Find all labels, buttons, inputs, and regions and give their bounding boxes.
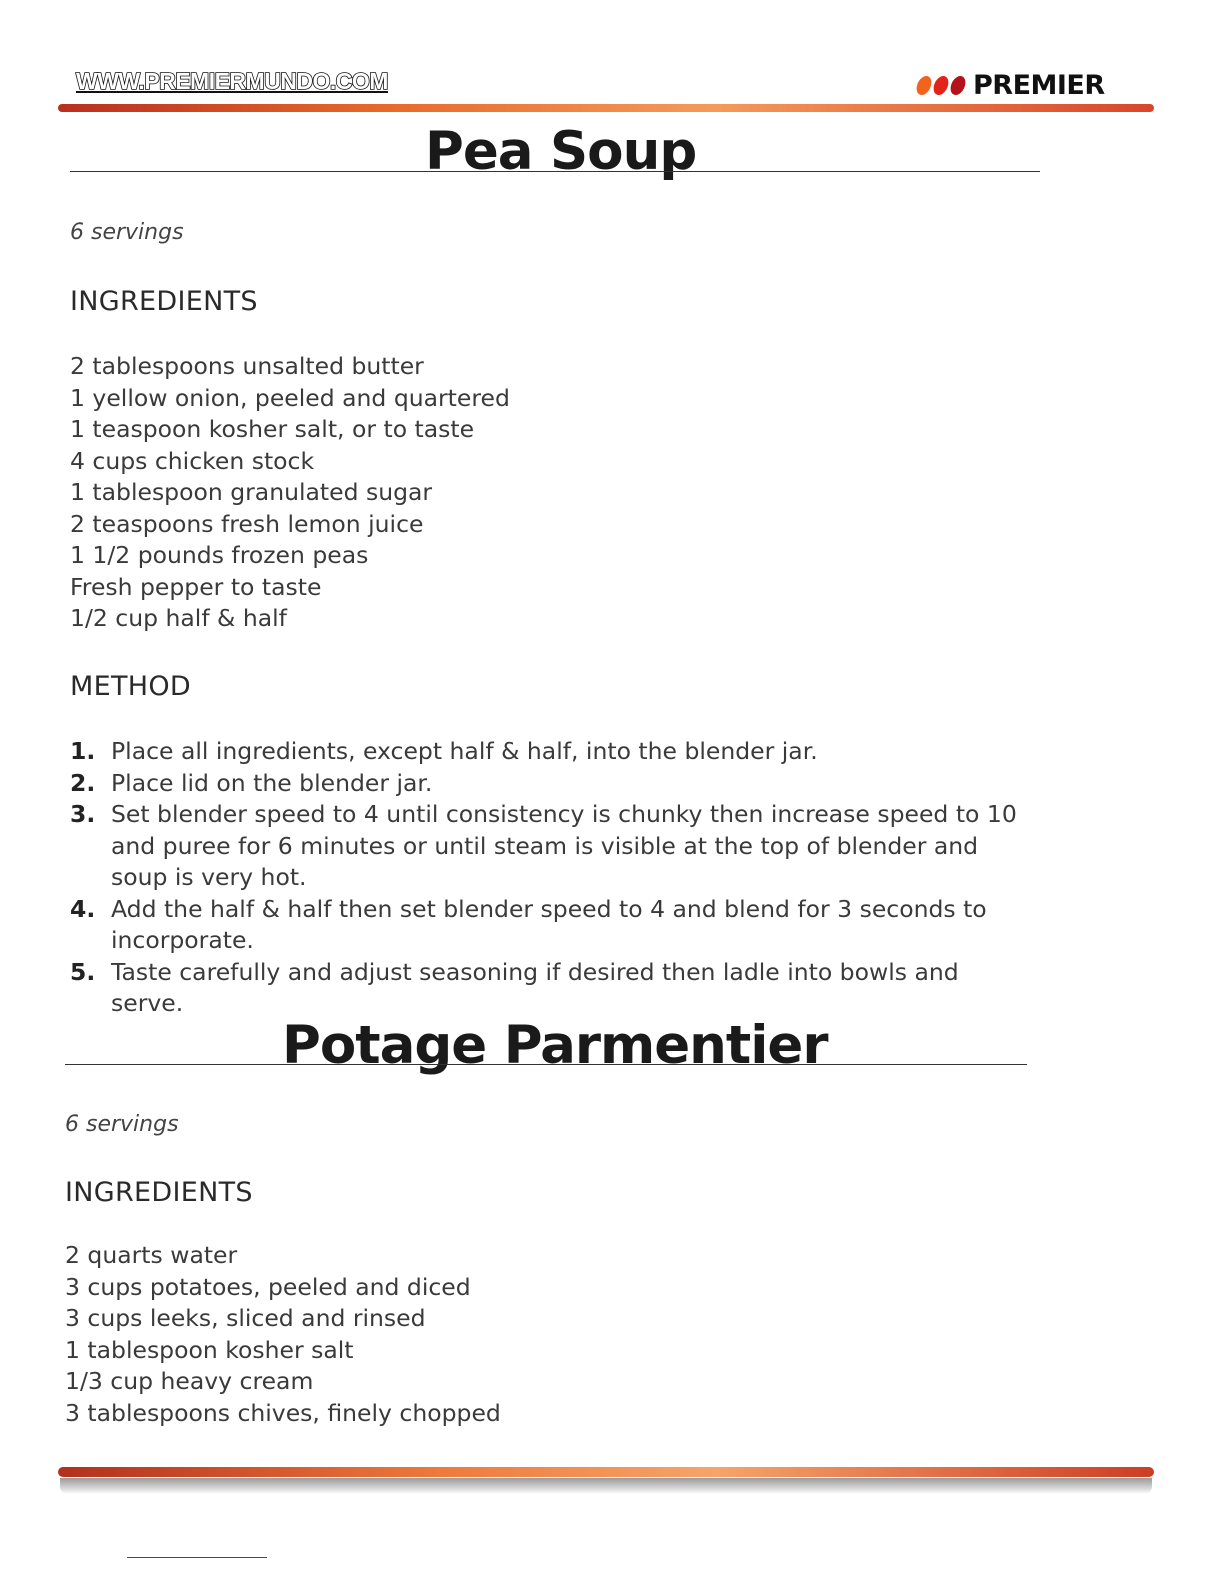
recipe-servings: 6 servings: [65, 1112, 179, 1137]
ingredient-item: 1 yellow onion, peeled and quartered: [70, 383, 510, 412]
ingredients-list: [70, 351, 510, 635]
ingredient-item: 3 cups leeks, sliced and rinsed: [65, 1304, 426, 1332]
ingredient-item: 1 1/2 pounds frozen peas: [70, 541, 369, 569]
site-url[interactable]: WWW.PREMIERMUNDO.COM: [76, 68, 388, 94]
ingredient-item: 1 tablespoon granulated sugar: [70, 478, 433, 506]
method-list: [70, 736, 1032, 1020]
footer-link[interactable]: [127, 1557, 267, 1558]
step-text: Set blender speed to 4 until consistency is chunky then increase speed to 10 and puree for 6 minutes or until steam is visible at the top of blender and soup is very hot.: [111, 800, 1017, 891]
recipe-servings: 6 servings: [70, 220, 184, 245]
title-rule: [70, 171, 1040, 172]
footer-shadow: [60, 1478, 1152, 1494]
ingredient-item: 1 teaspoon kosher salt, or to taste: [70, 415, 475, 443]
footer-bar: [58, 1467, 1154, 1477]
ingredient-item: 3 cups potatoes, peeled and diced: [65, 1272, 471, 1301]
brand-dot: [915, 76, 934, 95]
step-number: 3.: [70, 800, 96, 828]
step-number: 2.: [70, 768, 96, 797]
step-text: Place all ingredients, except half & half, into the blender jar.: [111, 737, 818, 765]
ingredients-heading: INGREDIENTS: [70, 286, 258, 317]
method-step: [70, 957, 1032, 1020]
ingredients-heading: INGREDIENTS: [65, 1177, 253, 1208]
method-step: [70, 768, 1032, 800]
ingredient-item: 1 tablespoon kosher salt: [65, 1335, 354, 1364]
method-step: [70, 894, 1032, 957]
recipe-title: Pea Soup: [425, 121, 697, 182]
ingredient-item: 4 cups chicken stock: [70, 446, 315, 475]
ingredients-list: [65, 1240, 501, 1429]
brand-logo: [917, 70, 1105, 101]
brand-dot: [932, 76, 951, 95]
ingredient-item: 2 teaspoons fresh lemon juice: [70, 509, 424, 538]
method-step: [70, 799, 1032, 894]
step-number: 5.: [70, 957, 96, 986]
ingredient-item: 2 tablespoons unsalted butter: [70, 352, 424, 380]
step-text: Taste carefully and adjust seasoning if desired then ladle into bowls and serve.: [111, 957, 959, 1017]
ingredient-item: Fresh pepper to taste: [70, 572, 322, 601]
step-text: Add the half & half then set blender speed to 4 and blend for 3 seconds to incorporate.: [111, 894, 987, 954]
recipe-title: Potage Parmentier: [282, 1015, 828, 1076]
brand-dot: [949, 76, 968, 95]
method-step: [70, 736, 1032, 768]
step-number: 1.: [70, 737, 96, 765]
ingredient-item: 1/2 cup half & half: [70, 604, 287, 632]
ingredient-item: 3 tablespoons chives, finely chopped: [65, 1398, 501, 1427]
step-number: 4.: [70, 894, 96, 923]
method-heading: METHOD: [70, 671, 191, 702]
brand-name: PREMIER: [973, 70, 1105, 101]
title-rule: [65, 1064, 1027, 1065]
step-text: Place lid on the blender jar.: [111, 768, 433, 797]
brand-dots-icon: [917, 76, 965, 95]
ingredient-item: 1/3 cup heavy cream: [65, 1367, 314, 1395]
ingredient-item: 2 quarts water: [65, 1241, 238, 1269]
header-bar: [58, 104, 1154, 112]
